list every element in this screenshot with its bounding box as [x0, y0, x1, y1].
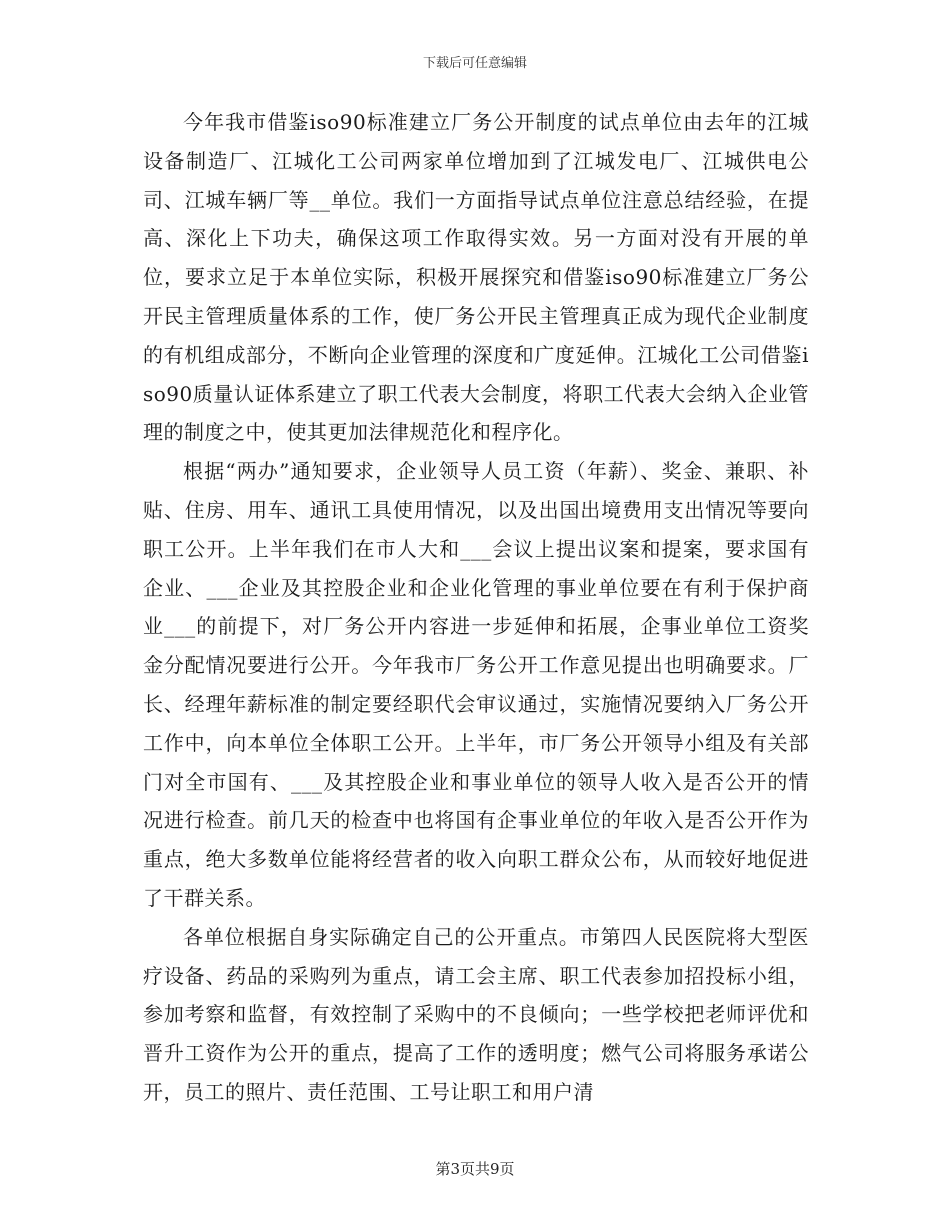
paragraph-3: 各单位根据自身实际确定自己的公开重点。市第四人民医院将大型医疗设备、药品的采购列为重点，请工会主席、职工代表参加招投标小组，参加考察和监督，有效控制了采购中的不良倾向；一些学校把老师评优和晋升工资作为公开的重点，提高了工作的透明度；燃气公司将服务承诺公开，员工的照片、责任范围、工号让职工和用户清 [143, 924, 809, 1104]
page-number-footer: 第3页共9页 [435, 1160, 515, 1178]
paragraph-1: 今年我市借鉴iso90标准建立厂务公开制度的试点单位由去年的江城设备制造厂、江城化工公司两家单位增加到了江城发电厂、江城供电公司、江城车辆厂等__单位。我们一方面指导试点单位注意总结经验，在提高、深化上下功夫，确保这项工作取得实效。另一方面对没有开展的单位，要求立足于本单位实际，积极开展探究和借鉴iso90标准建立厂务公开民主管理质量体系的工作，使厂务公开民主管理真正成为现代企业制度的有机组成部分，不断向企业管理的深度和广度延伸。江城化工公司借鉴iso90质量认证体系建立了职工代表大会制度，将职工代表大会纳入企业管理的制度之中，使其更加法律规范化和程序化。 [143, 110, 809, 445]
page-header-note: 下载后可任意编辑 [422, 56, 527, 71]
document-body [143, 103, 809, 1112]
paragraph-2: 根据“两办”通知要求，企业领导人员工资（年薪）、奖金、兼职、补贴、住房、用车、通讯工具使用情况，以及出国出境费用支出情况等要向职工公开。上半年我们在市人大和___会议上提出议案和提案，要求国有企业、___企业及其控股企业和企业化管理的事业单位要在有利于保护商业___的前提下，对厂务公开内容进一步延伸和拓展，企事业单位工资奖金分配情况要进行公开。今年我市厂务公开工作意见提出也明确要求。厂长、经理年薪标准的制定要经职代会审议通过，实施情况要纳入厂务公开工作中，向本单位全体职工公开。上半年，市厂务公开领导小组及有关部门对全市国有、___及其控股企业和事业单位的领导人收入是否公开的情况进行检查。前几天的检查中也将国有企事业单位的年收入是否公开作为重点，绝大多数单位能将经营者的收入向职工群众公布，从而较好地促进了干群关系。 [143, 459, 809, 910]
